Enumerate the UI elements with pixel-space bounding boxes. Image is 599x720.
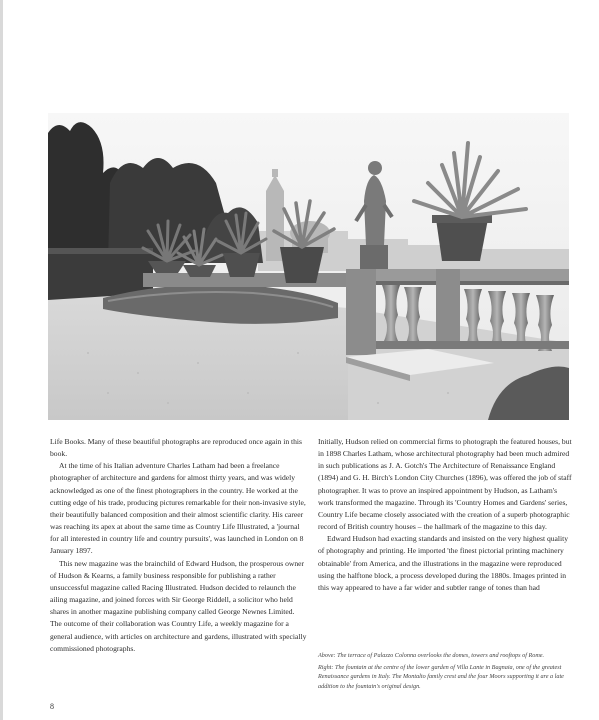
body-paragraph: Edward Hudson had exacting standards and insisted on the very highest quality of photography and printing. He imported 'the finest pictorial printing machinery obtainable' from America, and the illustrations in the magazine were reproduced using the halftone block, a process developed during the 1880s. Images printed in this way appeared to have a far wider and subtler range of tones than had bbox=[318, 534, 569, 592]
caption-above: Above: The terrace of Palazzo Colonna overlooks the domes, towers and rooftops of Rome. bbox=[318, 652, 545, 659]
body-paragraph: Initially, Hudson relied on commercial firms to photograph the featured houses, but in 1898 Charles Latham, whose architectural photography had been much admired in such publications as J. A. Gotch's The Architecture of Renaissance England (1894) and G. H. Birch's London City Churches (1896), was offered the job of staff photographer. It was to prove an inspired appointment by Hudson, as Latham's work transformed the magazine. Through its 'Country Homes and Gardens' series, Country Life became closely associated with the creation of a superb photographic record of British country houses – the hallmark of the magazine to this day. bbox=[318, 437, 572, 532]
body-paragraph: At the time of his Italian adventure Charles Latham had been a freelance photographer of architecture and gardens for almost thirty years, and was widely acknowledged as one of the finest photographers in the country. He worked at the cutting edge of his trade, producing pictures remarkable for their non-invasive style, their beautifully balanced composition and their almost scientific clarity. His career was reaching its apex at about the same time as Country Life Illustrated, a 'journal for all interested in country life and country pursuits', was launched in London on 8 January 1897. bbox=[50, 461, 306, 556]
page-number: 8 bbox=[50, 702, 54, 711]
terrace-photograph bbox=[48, 113, 569, 420]
page-edge bbox=[0, 0, 3, 720]
terrace-photograph-drawing bbox=[48, 113, 569, 420]
photo-captions bbox=[318, 651, 572, 694]
caption-right: Right: The fountain at the centre of the lower garden of Villa Lante in Bagnaia, one of the greatest Renaissance gardens in Italy. The Montalto family crest and the four Moors supporting it are a late addition to the fountain's original design. bbox=[318, 664, 564, 690]
body-paragraph: Life Books. Many of these beautiful photographs are reproduced once again in this book. bbox=[50, 437, 302, 459]
body-column-right bbox=[318, 436, 572, 594]
body-column-left bbox=[50, 436, 308, 655]
body-paragraph: This new magazine was the brainchild of Edward Hudson, the prosperous owner of Hudson & Kearns, a family business responsible for publishing a rather unsuccessful magazine called Racing Illustrated. Hudson decided to relaunch the ailing magazine, and joined forces with Sir George Riddell, a solicitor who held shares in another magazine publishing company called George Newnes Limited. The outcome of their collaboration was Country Life, a weekly magazine for a general audience, with articles on architecture and gardens, illustrated with specially commissioned photographs. bbox=[50, 558, 307, 653]
